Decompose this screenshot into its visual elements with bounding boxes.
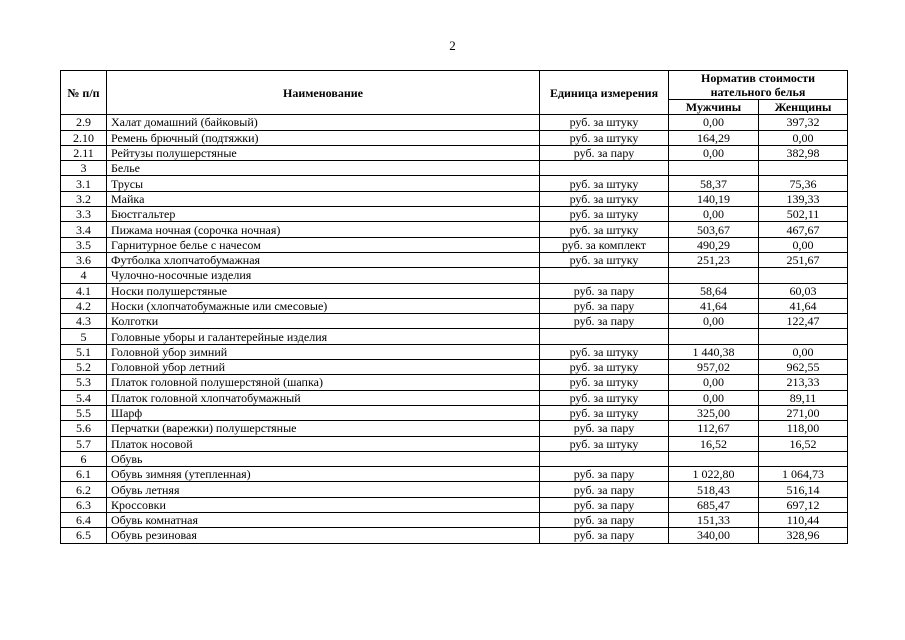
row-women-value: 962,55 (759, 360, 848, 375)
row-number: 4 (61, 268, 107, 283)
row-women-value: 75,36 (759, 176, 848, 191)
row-women-value (759, 268, 848, 283)
row-unit (540, 161, 669, 176)
row-women-value: 328,96 (759, 528, 848, 543)
row-men-value (669, 451, 759, 466)
row-men-value: 0,00 (669, 390, 759, 405)
row-number: 5 (61, 329, 107, 344)
row-unit: руб. за штуку (540, 375, 669, 390)
table-body (61, 115, 848, 543)
row-men-value: 251,23 (669, 252, 759, 267)
row-unit: руб. за пару (540, 314, 669, 329)
row-name: Халат домашний (байковый) (107, 115, 540, 130)
row-number: 3 (61, 161, 107, 176)
row-name: Майка (107, 191, 540, 206)
row-name: Носки полушерстяные (107, 283, 540, 298)
row-number: 3.6 (61, 252, 107, 267)
row-unit: руб. за комплект (540, 237, 669, 252)
row-unit: руб. за пару (540, 528, 669, 543)
row-men-value: 325,00 (669, 405, 759, 420)
row-unit: руб. за пару (540, 421, 669, 436)
row-unit (540, 268, 669, 283)
header-num: № п/п (61, 71, 107, 115)
row-number: 2.9 (61, 115, 107, 130)
row-women-value: 41,64 (759, 298, 848, 313)
row-men-value: 164,29 (669, 130, 759, 145)
row-men-value: 0,00 (669, 375, 759, 390)
row-name: Обувь комнатная (107, 513, 540, 528)
row-name: Шарф (107, 405, 540, 420)
row-name: Белье (107, 161, 540, 176)
header-name: Наименование (107, 71, 540, 115)
row-men-value: 151,33 (669, 513, 759, 528)
row-unit: руб. за штуку (540, 176, 669, 191)
row-name: Платок носовой (107, 436, 540, 451)
row-women-value: 213,33 (759, 375, 848, 390)
table-row (61, 237, 848, 252)
row-women-value: 122,47 (759, 314, 848, 329)
row-women-value: 697,12 (759, 497, 848, 512)
row-women-value (759, 329, 848, 344)
table-row (61, 298, 848, 313)
row-number: 5.4 (61, 390, 107, 405)
row-women-value: 0,00 (759, 344, 848, 359)
header-women: Женщины (759, 100, 848, 115)
row-name: Ремень брючный (подтяжки) (107, 130, 540, 145)
row-women-value: 382,98 (759, 145, 848, 160)
table-row (61, 528, 848, 543)
row-name: Платок головной хлопчатобумажный (107, 390, 540, 405)
row-number: 2.11 (61, 145, 107, 160)
row-unit: руб. за штуку (540, 436, 669, 451)
table-row (61, 375, 848, 390)
row-men-value: 340,00 (669, 528, 759, 543)
norm-table (60, 70, 848, 544)
row-men-value: 518,43 (669, 482, 759, 497)
row-women-value: 16,52 (759, 436, 848, 451)
row-unit: руб. за штуку (540, 115, 669, 130)
row-women-value (759, 161, 848, 176)
row-unit: руб. за штуку (540, 252, 669, 267)
row-name: Пижама ночная (сорочка ночная) (107, 222, 540, 237)
row-number: 4.3 (61, 314, 107, 329)
row-name: Кроссовки (107, 497, 540, 512)
row-unit: руб. за пару (540, 467, 669, 482)
row-women-value: 89,11 (759, 390, 848, 405)
row-number: 5.3 (61, 375, 107, 390)
row-number: 6.2 (61, 482, 107, 497)
table-row (61, 207, 848, 222)
row-women-value: 0,00 (759, 237, 848, 252)
table-row (61, 145, 848, 160)
row-women-value: 502,11 (759, 207, 848, 222)
row-number: 6.1 (61, 467, 107, 482)
row-unit: руб. за пару (540, 145, 669, 160)
row-unit: руб. за штуку (540, 405, 669, 420)
page-number: 2 (449, 38, 456, 53)
row-men-value: 490,29 (669, 237, 759, 252)
row-unit: руб. за пару (540, 298, 669, 313)
row-name: Колготки (107, 314, 540, 329)
table-row (61, 497, 848, 512)
table-row (61, 130, 848, 145)
table-row (61, 436, 848, 451)
row-name: Головной убор зимний (107, 344, 540, 359)
table-row (61, 421, 848, 436)
header-norm-group (669, 71, 848, 100)
row-unit: руб. за пару (540, 482, 669, 497)
header-norm-line1: Норматив стоимости (700, 71, 816, 85)
row-men-value (669, 268, 759, 283)
row-name: Чулочно-носочные изделия (107, 268, 540, 283)
table-row (61, 467, 848, 482)
row-name: Носки (хлопчатобумажные или смесовые) (107, 298, 540, 313)
row-number: 3.3 (61, 207, 107, 222)
table-row (61, 191, 848, 206)
row-number: 4.1 (61, 283, 107, 298)
row-women-value: 516,14 (759, 482, 848, 497)
row-name: Бюстгальтер (107, 207, 540, 222)
row-number: 3.4 (61, 222, 107, 237)
row-men-value: 140,19 (669, 191, 759, 206)
row-unit: руб. за штуку (540, 207, 669, 222)
table-row (61, 360, 848, 375)
row-women-value: 397,32 (759, 115, 848, 130)
row-women-value (759, 451, 848, 466)
row-unit: руб. за штуку (540, 390, 669, 405)
table-row (61, 268, 848, 283)
row-name: Платок головной полушерстяной (шапка) (107, 375, 540, 390)
row-unit: руб. за штуку (540, 344, 669, 359)
row-men-value: 1 440,38 (669, 344, 759, 359)
row-number: 5.6 (61, 421, 107, 436)
table-row (61, 482, 848, 497)
table-row (61, 314, 848, 329)
row-unit: руб. за пару (540, 497, 669, 512)
row-men-value: 41,64 (669, 298, 759, 313)
row-number: 6.5 (61, 528, 107, 543)
row-unit: руб. за штуку (540, 191, 669, 206)
row-number: 6.3 (61, 497, 107, 512)
row-unit: руб. за штуку (540, 130, 669, 145)
row-name: Перчатки (варежки) полушерстяные (107, 421, 540, 436)
table-row (61, 451, 848, 466)
row-name: Футболка хлопчатобумажная (107, 252, 540, 267)
table-row (61, 252, 848, 267)
row-unit: руб. за пару (540, 283, 669, 298)
table-row (61, 344, 848, 359)
row-unit: руб. за пару (540, 513, 669, 528)
table-row (61, 176, 848, 191)
header-norm-line2: нательного белья (710, 85, 806, 99)
row-name: Гарнитурное белье с начесом (107, 237, 540, 252)
row-men-value: 16,52 (669, 436, 759, 451)
row-men-value: 0,00 (669, 207, 759, 222)
row-women-value: 1 064,73 (759, 467, 848, 482)
row-name: Обувь летняя (107, 482, 540, 497)
row-men-value: 0,00 (669, 115, 759, 130)
row-women-value: 271,00 (759, 405, 848, 420)
row-name: Трусы (107, 176, 540, 191)
row-name: Головной убор летний (107, 360, 540, 375)
row-men-value: 112,67 (669, 421, 759, 436)
row-number: 5.7 (61, 436, 107, 451)
row-men-value (669, 161, 759, 176)
row-men-value: 503,67 (669, 222, 759, 237)
row-women-value: 0,00 (759, 130, 848, 145)
row-number: 4.2 (61, 298, 107, 313)
row-men-value: 0,00 (669, 314, 759, 329)
table-row (61, 222, 848, 237)
table-row (61, 283, 848, 298)
row-women-value: 467,67 (759, 222, 848, 237)
row-number: 5.1 (61, 344, 107, 359)
row-number: 3.1 (61, 176, 107, 191)
row-men-value: 1 022,80 (669, 467, 759, 482)
row-women-value: 60,03 (759, 283, 848, 298)
header-men: Мужчины (669, 100, 759, 115)
table-row (61, 329, 848, 344)
row-number: 6.4 (61, 513, 107, 528)
row-unit: руб. за штуку (540, 360, 669, 375)
row-men-value (669, 329, 759, 344)
row-women-value: 110,44 (759, 513, 848, 528)
header-unit: Единица измерения (540, 71, 669, 115)
row-name: Обувь (107, 451, 540, 466)
row-men-value: 685,47 (669, 497, 759, 512)
table-row (61, 115, 848, 130)
row-men-value: 957,02 (669, 360, 759, 375)
row-men-value: 58,64 (669, 283, 759, 298)
row-name: Обувь зимняя (утепленная) (107, 467, 540, 482)
row-unit (540, 329, 669, 344)
row-number: 6 (61, 451, 107, 466)
table-row (61, 513, 848, 528)
row-men-value: 0,00 (669, 145, 759, 160)
table-header (61, 71, 848, 115)
row-name: Обувь резиновая (107, 528, 540, 543)
table-row (61, 390, 848, 405)
row-number: 3.2 (61, 191, 107, 206)
row-women-value: 251,67 (759, 252, 848, 267)
row-number: 2.10 (61, 130, 107, 145)
row-number: 5.2 (61, 360, 107, 375)
table-row (61, 161, 848, 176)
row-number: 5.5 (61, 405, 107, 420)
row-unit: руб. за штуку (540, 222, 669, 237)
row-men-value: 58,37 (669, 176, 759, 191)
table-row (61, 405, 848, 420)
row-women-value: 139,33 (759, 191, 848, 206)
row-women-value: 118,00 (759, 421, 848, 436)
row-number: 3.5 (61, 237, 107, 252)
row-name: Рейтузы полушерстяные (107, 145, 540, 160)
row-name: Головные уборы и галантерейные изделия (107, 329, 540, 344)
row-unit (540, 451, 669, 466)
